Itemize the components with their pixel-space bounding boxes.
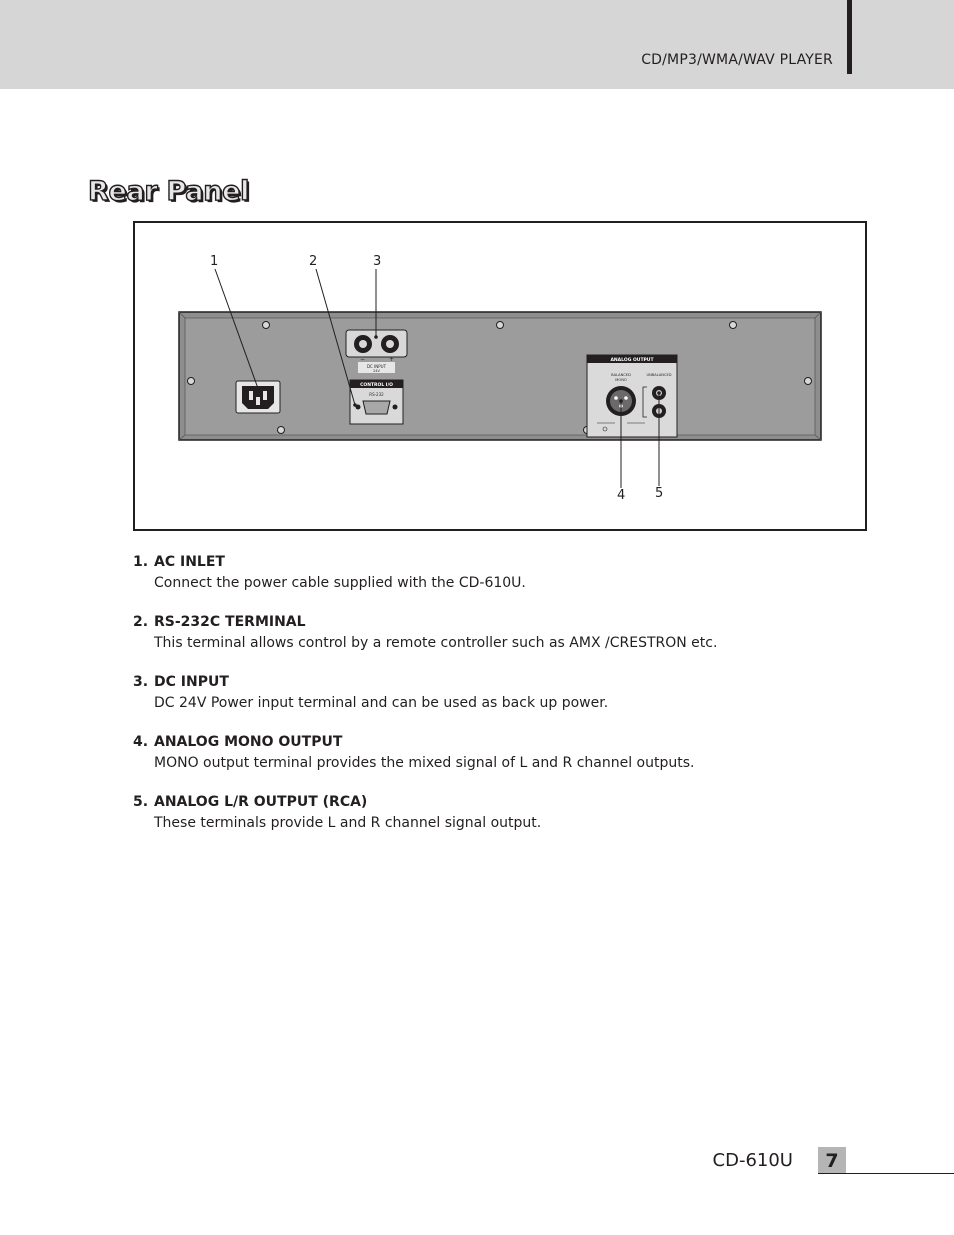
callout-1: 1 — [210, 254, 219, 269]
footer-rule — [818, 1173, 954, 1174]
item-title: DC INPUT — [154, 674, 229, 690]
list-item — [133, 733, 893, 774]
rs232-port — [363, 401, 390, 414]
header-title: CD/MP3/WMA/WAV PLAYER — [641, 52, 833, 68]
callout-2: 2 — [309, 254, 318, 269]
item-number: 2. — [133, 614, 149, 630]
list-item — [133, 553, 893, 594]
item-number: 4. — [133, 734, 149, 750]
list-item — [133, 613, 893, 654]
analog-output-label: ANALOG OUTPUT — [610, 358, 654, 363]
page-number: 7 — [818, 1147, 846, 1174]
analog-output-panel — [587, 355, 677, 437]
svg-text:−: − — [360, 356, 366, 363]
rear-panel-illustration — [135, 223, 865, 529]
header-rule — [847, 0, 852, 74]
device-face — [185, 318, 815, 435]
callout-5: 5 — [655, 486, 664, 501]
item-title: ANALOG MONO OUTPUT — [154, 734, 343, 750]
item-description: Connect the power cable supplied with the CD-610U. — [154, 575, 526, 591]
ac-inlet — [236, 381, 280, 413]
feature-list — [133, 553, 893, 853]
dc-voltage-label: 24V — [373, 369, 380, 373]
item-title: RS-232C TERMINAL — [154, 614, 306, 630]
rear-panel-diagram — [133, 221, 867, 531]
header-bar — [0, 0, 954, 89]
item-description: MONO output terminal provides the mixed signal of L and R channel outputs. — [154, 755, 695, 771]
list-item — [133, 793, 893, 834]
rs232-label: RS-232 — [369, 392, 384, 397]
control-io-panel — [350, 380, 403, 424]
list-item — [133, 673, 893, 714]
callout-4: 4 — [617, 488, 626, 503]
balanced-label: BALANCED — [611, 373, 631, 377]
item-title: AC INLET — [154, 554, 225, 570]
footer-model: CD-610U — [712, 1150, 793, 1171]
item-number: 5. — [133, 794, 149, 810]
mono-label: MONO — [615, 378, 627, 382]
item-description: These terminals provide L and R channel signal output. — [154, 815, 542, 831]
unbalanced-label: UNBALANCED — [646, 373, 672, 377]
callout-3: 3 — [373, 254, 382, 269]
item-title: ANALOG L/R OUTPUT (RCA) — [154, 794, 368, 810]
dc-input-label: DC INPUT — [366, 364, 387, 369]
svg-text:+: + — [389, 356, 395, 363]
item-description: DC 24V Power input terminal and can be used as back up power. — [154, 695, 609, 711]
page-title: Rear Panel — [88, 176, 250, 207]
item-number: 3. — [133, 674, 149, 690]
item-description: This terminal allows control by a remote controller such as AMX /CRESTRON etc. — [154, 635, 718, 651]
control-io-label: CONTROL I/O — [360, 383, 393, 388]
item-number: 1. — [133, 554, 149, 570]
